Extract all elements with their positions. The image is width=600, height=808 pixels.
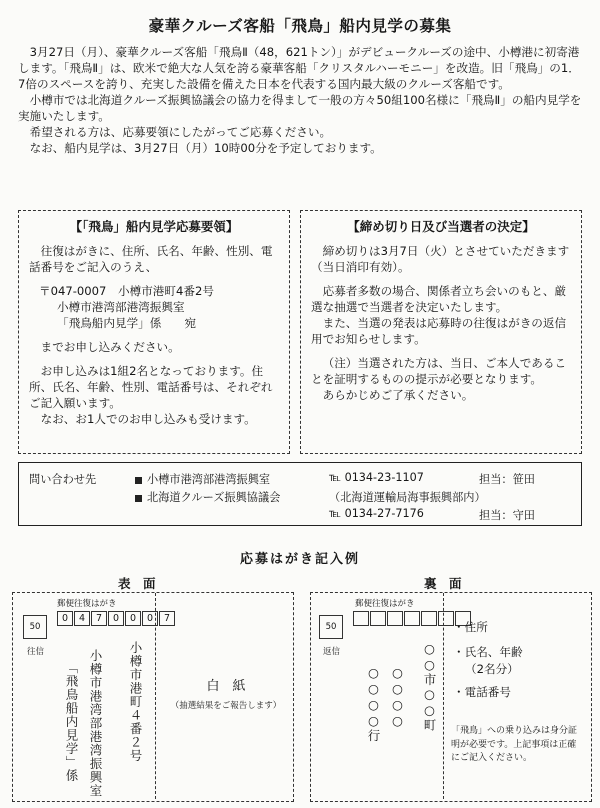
deadline-text: 締め切りは3月7日（火）とさせていただきます（当日消印有効）。 bbox=[311, 244, 570, 274]
bullet-square-icon bbox=[135, 477, 142, 484]
required-item: （2名分） bbox=[465, 662, 519, 676]
card-type-label: 返信 bbox=[323, 647, 341, 657]
required-items-list bbox=[453, 619, 523, 701]
contact-org: 小樽市港湾部港湾振興室 bbox=[135, 471, 270, 487]
zip-digit-blank bbox=[404, 611, 420, 626]
zip-digit-blank bbox=[387, 611, 403, 626]
postal-address-line: 小樽市港湾部港湾振興室 bbox=[57, 300, 185, 314]
zip-digit: 0 bbox=[108, 611, 124, 626]
postal-address-line: 「飛鳥船内見学」係 宛 bbox=[57, 316, 197, 330]
bullet-square-icon bbox=[135, 495, 142, 502]
front-postcard bbox=[12, 592, 294, 802]
blank-note: （抽選結果をご報告します） bbox=[170, 701, 282, 711]
deadline-text: 応募者多数の場合、関係者立ち会いのもと、厳選な抽選で当選者を決定いたします。 bbox=[311, 284, 567, 314]
address-line: 「飛鳥船内見学」係 bbox=[64, 661, 79, 783]
guidelines-text: お申し込みは1組2名となっております。住所、氏名、年齢、性別、電話番号は、それぞれご記入願います。 bbox=[29, 364, 273, 410]
address-line: ○○市○○町 bbox=[422, 641, 437, 732]
stamp-box: 50 bbox=[23, 615, 47, 639]
example-heading: 応募はがき記入例 bbox=[239, 552, 360, 567]
page-title: 豪華クルーズ客船「飛鳥」船内見学の募集 bbox=[148, 17, 452, 35]
address-line: ○○○○行 bbox=[366, 665, 381, 743]
intro-paragraph: 希望される方は、応募要領にしたがってご応募ください。 bbox=[29, 125, 332, 139]
back-note: 「飛鳥」への乗り込みは身分証明が必要です。上記事項は正確にご記入ください。 bbox=[451, 726, 578, 763]
address-line: ○○○○ bbox=[390, 665, 405, 729]
guidelines-text: までお申し込みください。 bbox=[40, 340, 180, 354]
intro-paragraph: 小樽市では北海道クルーズ振興協議会の協力を得まして一般の方々50組100名様に「飛鳥Ⅱ」の船内見学を実施いたします。 bbox=[18, 93, 582, 123]
contact-box bbox=[18, 462, 582, 526]
zip-digit: 0 bbox=[142, 611, 158, 626]
back-postcard bbox=[310, 592, 592, 802]
required-item: ・氏名、年齢 bbox=[453, 645, 523, 659]
contact-org: 北海道クルーズ振興協議会 bbox=[135, 489, 280, 505]
application-guidelines-box bbox=[18, 210, 290, 454]
deadline-box bbox=[300, 210, 582, 454]
contact-org-note: （北海道運輸局海事振興部内） bbox=[329, 491, 486, 504]
blank-label: 白 紙 bbox=[206, 679, 246, 694]
zip-digit-blank bbox=[353, 611, 369, 626]
guidelines-text: なお、お1人でのお申し込みも受けます。 bbox=[40, 412, 256, 426]
deadline-text: あらかじめご了承ください。 bbox=[322, 388, 474, 402]
card-header: 郵便往復はがき bbox=[57, 599, 117, 609]
required-item: ・住所 bbox=[453, 620, 488, 634]
address-line: 小樽市港湾部港湾振興室 bbox=[88, 649, 103, 798]
zip-digit: 0 bbox=[125, 611, 141, 626]
contact-label: 問い合わせ先 bbox=[29, 473, 97, 486]
card-type-label: 往信 bbox=[27, 647, 45, 657]
card-divider bbox=[443, 593, 445, 799]
contact-tel: ℡ 0134-27-7176 bbox=[329, 507, 424, 520]
card-divider bbox=[155, 593, 157, 799]
contact-person: 担当：笹田 bbox=[479, 473, 535, 486]
card-header: 郵便往復はがき bbox=[355, 599, 415, 609]
zip-code-boxes bbox=[57, 611, 176, 626]
deadline-note: （注）当選された方は、当日、ご本人であることを証明するものの提示が必要となります。 bbox=[311, 356, 567, 386]
zip-digit-blank bbox=[438, 611, 454, 626]
zip-digit: 7 bbox=[159, 611, 175, 626]
stamp-box: 50 bbox=[319, 615, 343, 639]
intro-paragraph: 3月27日（月）、豪華クルーズ客船「飛鳥Ⅱ（48，621トン）」がデビュークルーズの途中、小樽港に初寄港します。「飛鳥Ⅱ」は、欧米で絶大な人気を誇る豪華客船「クリスタルハーモニー」を改造。旧「飛鳥」の1．7倍のスペースを誇り、充実した設備を備えた日本を代表する国内最大級のクルーズ客船です。 bbox=[18, 45, 580, 91]
deadline-text: また、当選の発表は応募時の往復はがきの返信用でお知らせします。 bbox=[311, 316, 567, 346]
back-side-label: 裏 面 bbox=[424, 576, 462, 591]
postal-address-line: 〒047-0007 小樽市港町4番2号 bbox=[39, 284, 214, 298]
required-item: ・電話番号 bbox=[453, 685, 511, 699]
contact-person: 担当：守田 bbox=[479, 509, 535, 522]
deadline-heading: 【締め切り日及び当選者の決定】 bbox=[347, 219, 535, 234]
intro-paragraph: なお、船内見学は、3月27日（月）10時00分を予定しております。 bbox=[29, 141, 382, 155]
front-side-label: 表 面 bbox=[118, 576, 156, 591]
zip-digit-blank bbox=[421, 611, 437, 626]
zip-digit: 4 bbox=[74, 611, 90, 626]
address-line: 小樽市港町４番２号 bbox=[128, 641, 143, 763]
zip-digit-blank bbox=[370, 611, 386, 626]
contact-tel: ℡ 0134-23-1107 bbox=[329, 471, 424, 484]
guidelines-text: 往復はがきに、住所、氏名、年齢、性別、電話番号をご記入のうえ、 bbox=[29, 244, 273, 274]
zip-digit: 7 bbox=[91, 611, 107, 626]
guidelines-heading: 【「飛鳥」船内見学応募要領】 bbox=[69, 219, 239, 234]
zip-digit: 0 bbox=[57, 611, 73, 626]
intro-text bbox=[18, 44, 584, 156]
